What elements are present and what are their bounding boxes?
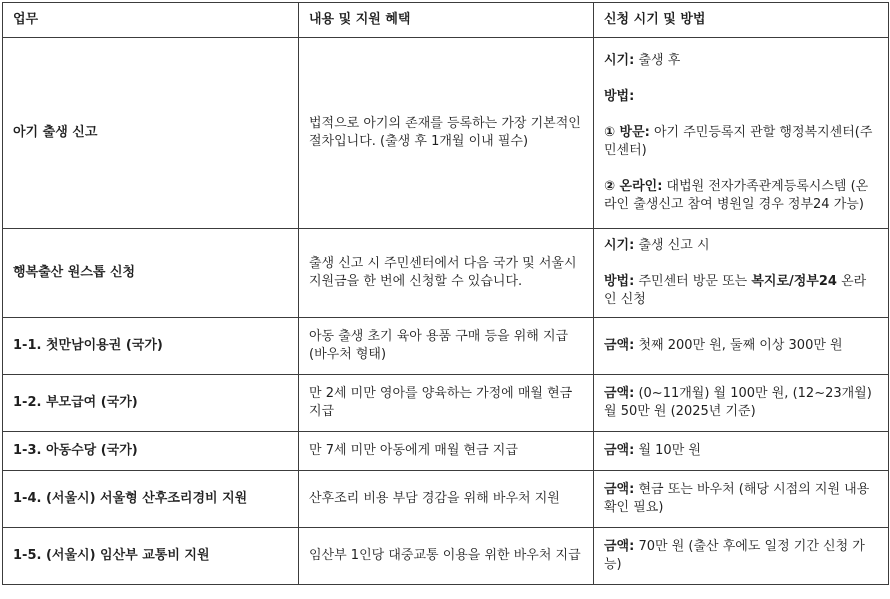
timing-line — [604, 237, 878, 255]
timing-value: 출생 후 — [634, 53, 681, 68]
table-row — [3, 471, 889, 528]
table-row — [3, 375, 889, 432]
table-header-row — [3, 3, 889, 38]
row-task-name: 1-1. 첫만남이용권 (국가) — [3, 318, 299, 375]
amount-line — [604, 385, 878, 421]
header-task: 업무 — [3, 3, 299, 38]
row-task-name: 1-4. (서울시) 서울형 산후조리경비 지원 — [3, 471, 299, 528]
method-portal: 복지로/정부24 — [751, 274, 837, 289]
method-option-online — [604, 178, 878, 214]
row-method-cell — [594, 375, 889, 432]
row-description: 법적으로 아기의 존재를 등록하는 가장 기본적인 절차입니다. (출생 후 1개월 이내 필수) — [299, 38, 594, 229]
row-task-name: 아기 출생 신고 — [3, 38, 299, 229]
timing-value: 출생 신고 시 — [634, 238, 710, 253]
method-value-end: 온라인 신청 — [604, 274, 867, 307]
row-description: 아동 출생 초기 육아 용품 구매 등을 위해 지급 (바우처 형태) — [299, 318, 594, 375]
amount-value: 첫째 200만 원, 둘째 이상 300만 원 — [634, 338, 843, 353]
row-method-cell — [594, 528, 889, 585]
amount-line — [604, 337, 878, 355]
method-label: 방법: — [604, 89, 635, 104]
method-line — [604, 273, 878, 309]
amount-value: 월 10만 원 — [634, 443, 701, 458]
table-row — [3, 318, 889, 375]
option-visit-label: ① 방문: — [604, 125, 650, 140]
amount-line — [604, 481, 878, 517]
timing-label: 시기: — [604, 238, 635, 253]
table-row — [3, 528, 889, 585]
row-method-cell — [594, 471, 889, 528]
row-description: 임산부 1인당 대중교통 이용을 위한 바우처 지급 — [299, 528, 594, 585]
amount-value: (0~11개월) 월 100만 원, (12~23개월) 월 50만 원 (2025년 기준) — [604, 386, 872, 419]
row-method-cell — [594, 38, 889, 229]
option-online-label: ② 온라인: — [604, 179, 663, 194]
row-description: 만 7세 미만 아동에게 매월 현금 지급 — [299, 432, 594, 471]
header-method: 신청 시기 및 방법 — [594, 3, 889, 38]
row-task-name: 1-2. 부모급여 (국가) — [3, 375, 299, 432]
amount-value: 현금 또는 바우처 (해당 시점의 지원 내용 확인 필요) — [604, 482, 870, 515]
row-task-name: 1-5. (서울시) 임산부 교통비 지원 — [3, 528, 299, 585]
row-description: 산후조리 비용 부담 경감을 위해 바우처 지원 — [299, 471, 594, 528]
amount-label: 금액: — [604, 539, 635, 554]
option-online-value: 대법원 전자가족관계등록시스템 (온라인 출생신고 참여 병원일 경우 정부24 가능) — [604, 179, 869, 212]
row-description: 출생 신고 시 주민센터에서 다음 국가 및 서울시 지원금을 한 번에 신청할 수 있습니다. — [299, 229, 594, 318]
header-content: 내용 및 지원 혜택 — [299, 3, 594, 38]
method-value: 주민센터 방문 또는 — [634, 274, 752, 289]
table-row — [3, 38, 889, 229]
method-option-visit — [604, 124, 878, 160]
table-row — [3, 229, 889, 318]
amount-label: 금액: — [604, 482, 635, 497]
row-method-cell — [594, 432, 889, 471]
benefits-table — [2, 2, 889, 585]
amount-label: 금액: — [604, 338, 635, 353]
row-description: 만 2세 미만 영아를 양육하는 가정에 매월 현금 지급 — [299, 375, 594, 432]
amount-label: 금액: — [604, 386, 635, 401]
option-visit-value: 아기 주민등록지 관할 행정복지센터(주민센터) — [604, 125, 873, 158]
method-line — [604, 88, 878, 106]
row-task-name: 1-3. 아동수당 (국가) — [3, 432, 299, 471]
timing-line — [604, 52, 878, 70]
amount-label: 금액: — [604, 443, 635, 458]
method-label: 방법: — [604, 274, 635, 289]
amount-line — [604, 442, 878, 460]
table-row — [3, 432, 889, 471]
amount-line — [604, 538, 878, 574]
row-method-cell — [594, 318, 889, 375]
timing-label: 시기: — [604, 53, 635, 68]
row-task-name: 행복출산 원스톱 신청 — [3, 229, 299, 318]
amount-value: 70만 원 (출산 후에도 일정 기간 신청 가능) — [604, 539, 865, 572]
row-method-cell — [594, 229, 889, 318]
